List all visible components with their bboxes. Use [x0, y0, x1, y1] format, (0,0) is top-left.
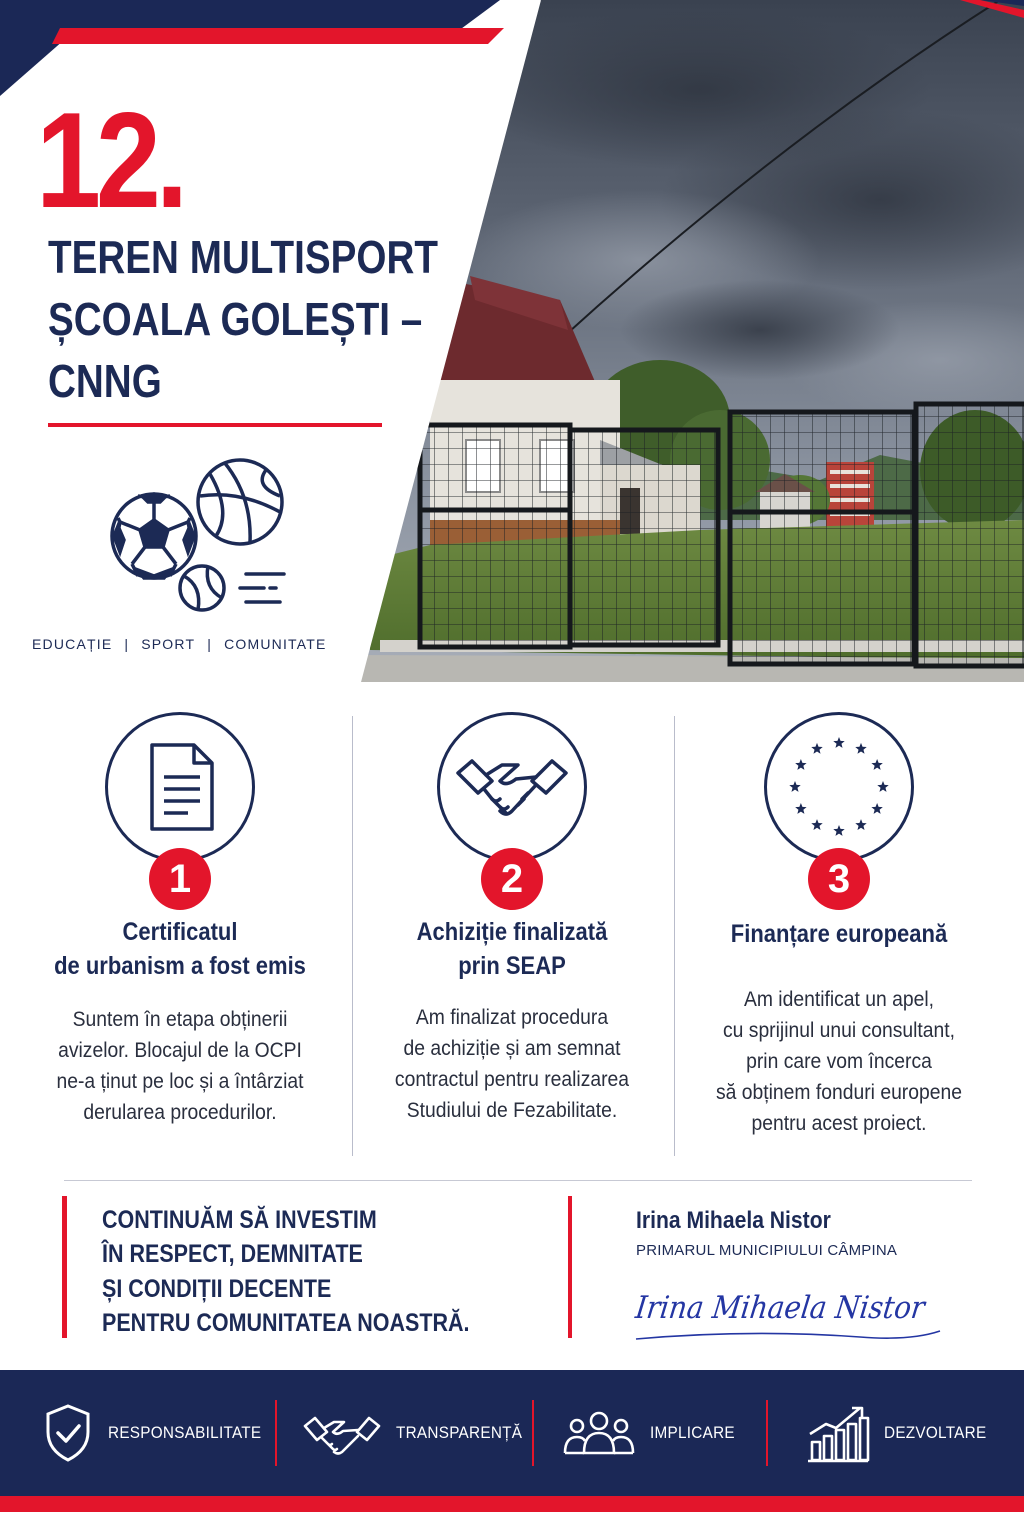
- mayor-name: Irina Mihaela Nistor: [636, 1207, 831, 1234]
- title-line-1: TEREN MULTISPORT: [48, 231, 438, 283]
- step-3-text-line-1: Am identificat un apel,: [743, 988, 935, 1011]
- tagline-community: COMUNITATE: [224, 636, 327, 652]
- sports-icon-group: [104, 456, 304, 616]
- tagline-education: EDUCAȚIE: [32, 636, 113, 652]
- shield-check-icon: [42, 1402, 94, 1464]
- handshake-icon: [440, 715, 584, 859]
- handshake-icon: [302, 1408, 382, 1458]
- step-2-title-line-2: prin SEAP: [458, 952, 566, 980]
- step-2-text-line-3: contractul pentru realizarea: [394, 1068, 630, 1091]
- step-1-text-line-4: derularea procedurilor.: [83, 1101, 277, 1124]
- title-line-3: CNNG: [48, 355, 162, 407]
- quote-line-2: ÎN RESPECT, DEMNITATE: [102, 1240, 363, 1268]
- eu-star: [877, 781, 888, 792]
- step-3-text-line-4: să obținem fonduri europene: [716, 1081, 962, 1104]
- eu-star: [855, 743, 866, 754]
- tagline-sport: SPORT: [141, 636, 196, 652]
- step-3-text-line-3: prin care vom încerca: [746, 1050, 932, 1073]
- step-1-title-line-2: de urbanism a fost emis: [54, 952, 306, 980]
- title-divider: [48, 423, 382, 427]
- step-3: [674, 708, 1004, 1158]
- step-2-text-line-4: Studiului de Fezabilitate.: [406, 1099, 618, 1122]
- handwritten-signature: Irina Mihaela Nistor: [633, 1290, 927, 1326]
- project-number: 12.: [36, 84, 184, 236]
- eu-star: [789, 781, 800, 792]
- footer-item-development: [806, 1370, 998, 1496]
- footer-label-transparency: TRANSPARENȚĂ: [396, 1423, 523, 1442]
- mayor-role: PRIMARUL MUNICIPIULUI CÂMPINA: [636, 1242, 898, 1259]
- step-2-circle: [437, 712, 587, 862]
- step-3-title-line-1: Finanțare europeană: [730, 920, 948, 948]
- footer-item-involvement: [562, 1370, 744, 1496]
- growth-chart-icon: [806, 1402, 870, 1464]
- footer-label-development: DEZVOLTARE: [884, 1423, 987, 1442]
- step-2-text-line-1: Am finalizat procedura: [415, 1006, 609, 1029]
- step-2-text-line-2: de achiziție și am semnat: [403, 1037, 621, 1060]
- step-3-number: 3: [808, 848, 870, 910]
- quote-accent-bar: [62, 1196, 67, 1338]
- step-1-text-line-1: Suntem în etapa obținerii: [72, 1008, 288, 1031]
- eu-star: [795, 803, 806, 814]
- eu-star: [795, 759, 806, 770]
- footer-red-stripe: [0, 1496, 1024, 1512]
- tagline-separator: |: [207, 636, 213, 652]
- footer-label-involvement: IMPLICARE: [650, 1423, 735, 1442]
- people-group-icon: [562, 1409, 636, 1457]
- footer-item-responsibility: [42, 1370, 278, 1496]
- tagline: [32, 636, 362, 652]
- step-3-text-line-2: cu sprijinul unui consultant,: [723, 1019, 955, 1042]
- quote-line-3: ȘI CONDIȚII DECENTE: [102, 1275, 332, 1303]
- step-1-title-line-1: Certificatul: [122, 918, 238, 946]
- quote-line-1: CONTINUĂM SĂ INVESTIM: [102, 1206, 377, 1234]
- footer-item-transparency: [302, 1370, 536, 1496]
- eu-star: [871, 759, 882, 770]
- title-line-2: ȘCOALA GOLEȘTI –: [48, 293, 423, 345]
- signature-flourish: [630, 1325, 950, 1349]
- eu-star: [871, 803, 882, 814]
- basketball-icon: [198, 460, 282, 544]
- step-3-text-line-5: pentru acest proiect.: [751, 1112, 927, 1135]
- signature-accent-bar: [568, 1196, 572, 1338]
- eu-star: [811, 743, 822, 754]
- section-divider: [64, 1180, 972, 1181]
- quote-line-4: PENTRU COMUNITATEA NOASTRĂ.: [102, 1309, 470, 1337]
- speed-lines-icon: [240, 574, 284, 602]
- tennis-ball-icon: [180, 566, 224, 610]
- step-1-text-line-3: ne-a ținut pe loc și a întârziat: [56, 1070, 304, 1093]
- step-2-title-line-1: Achiziție finalizată: [416, 918, 608, 946]
- step-2: [347, 708, 677, 1158]
- step-3-circle: [764, 712, 914, 862]
- tagline-separator: |: [124, 636, 130, 652]
- eu-star: [811, 819, 822, 830]
- step-1: [15, 708, 345, 1158]
- eu-stars-icon: [767, 715, 911, 859]
- step-2-number: 2: [481, 848, 543, 910]
- eu-star: [833, 825, 844, 836]
- eu-star: [833, 737, 844, 748]
- step-1-number: 1: [149, 848, 211, 910]
- field-photo: [340, 0, 1024, 682]
- soccer-ball-icon: [112, 494, 196, 578]
- step-1-text-line-2: avizelor. Blocajul de la OCPI: [58, 1039, 302, 1062]
- document-icon: [108, 715, 252, 859]
- footer-label-responsibility: RESPONSABILITATE: [108, 1423, 262, 1442]
- footer-white-strip: [0, 1512, 1024, 1536]
- footer-separator: [766, 1400, 768, 1466]
- eu-star: [855, 819, 866, 830]
- step-1-circle: [105, 712, 255, 862]
